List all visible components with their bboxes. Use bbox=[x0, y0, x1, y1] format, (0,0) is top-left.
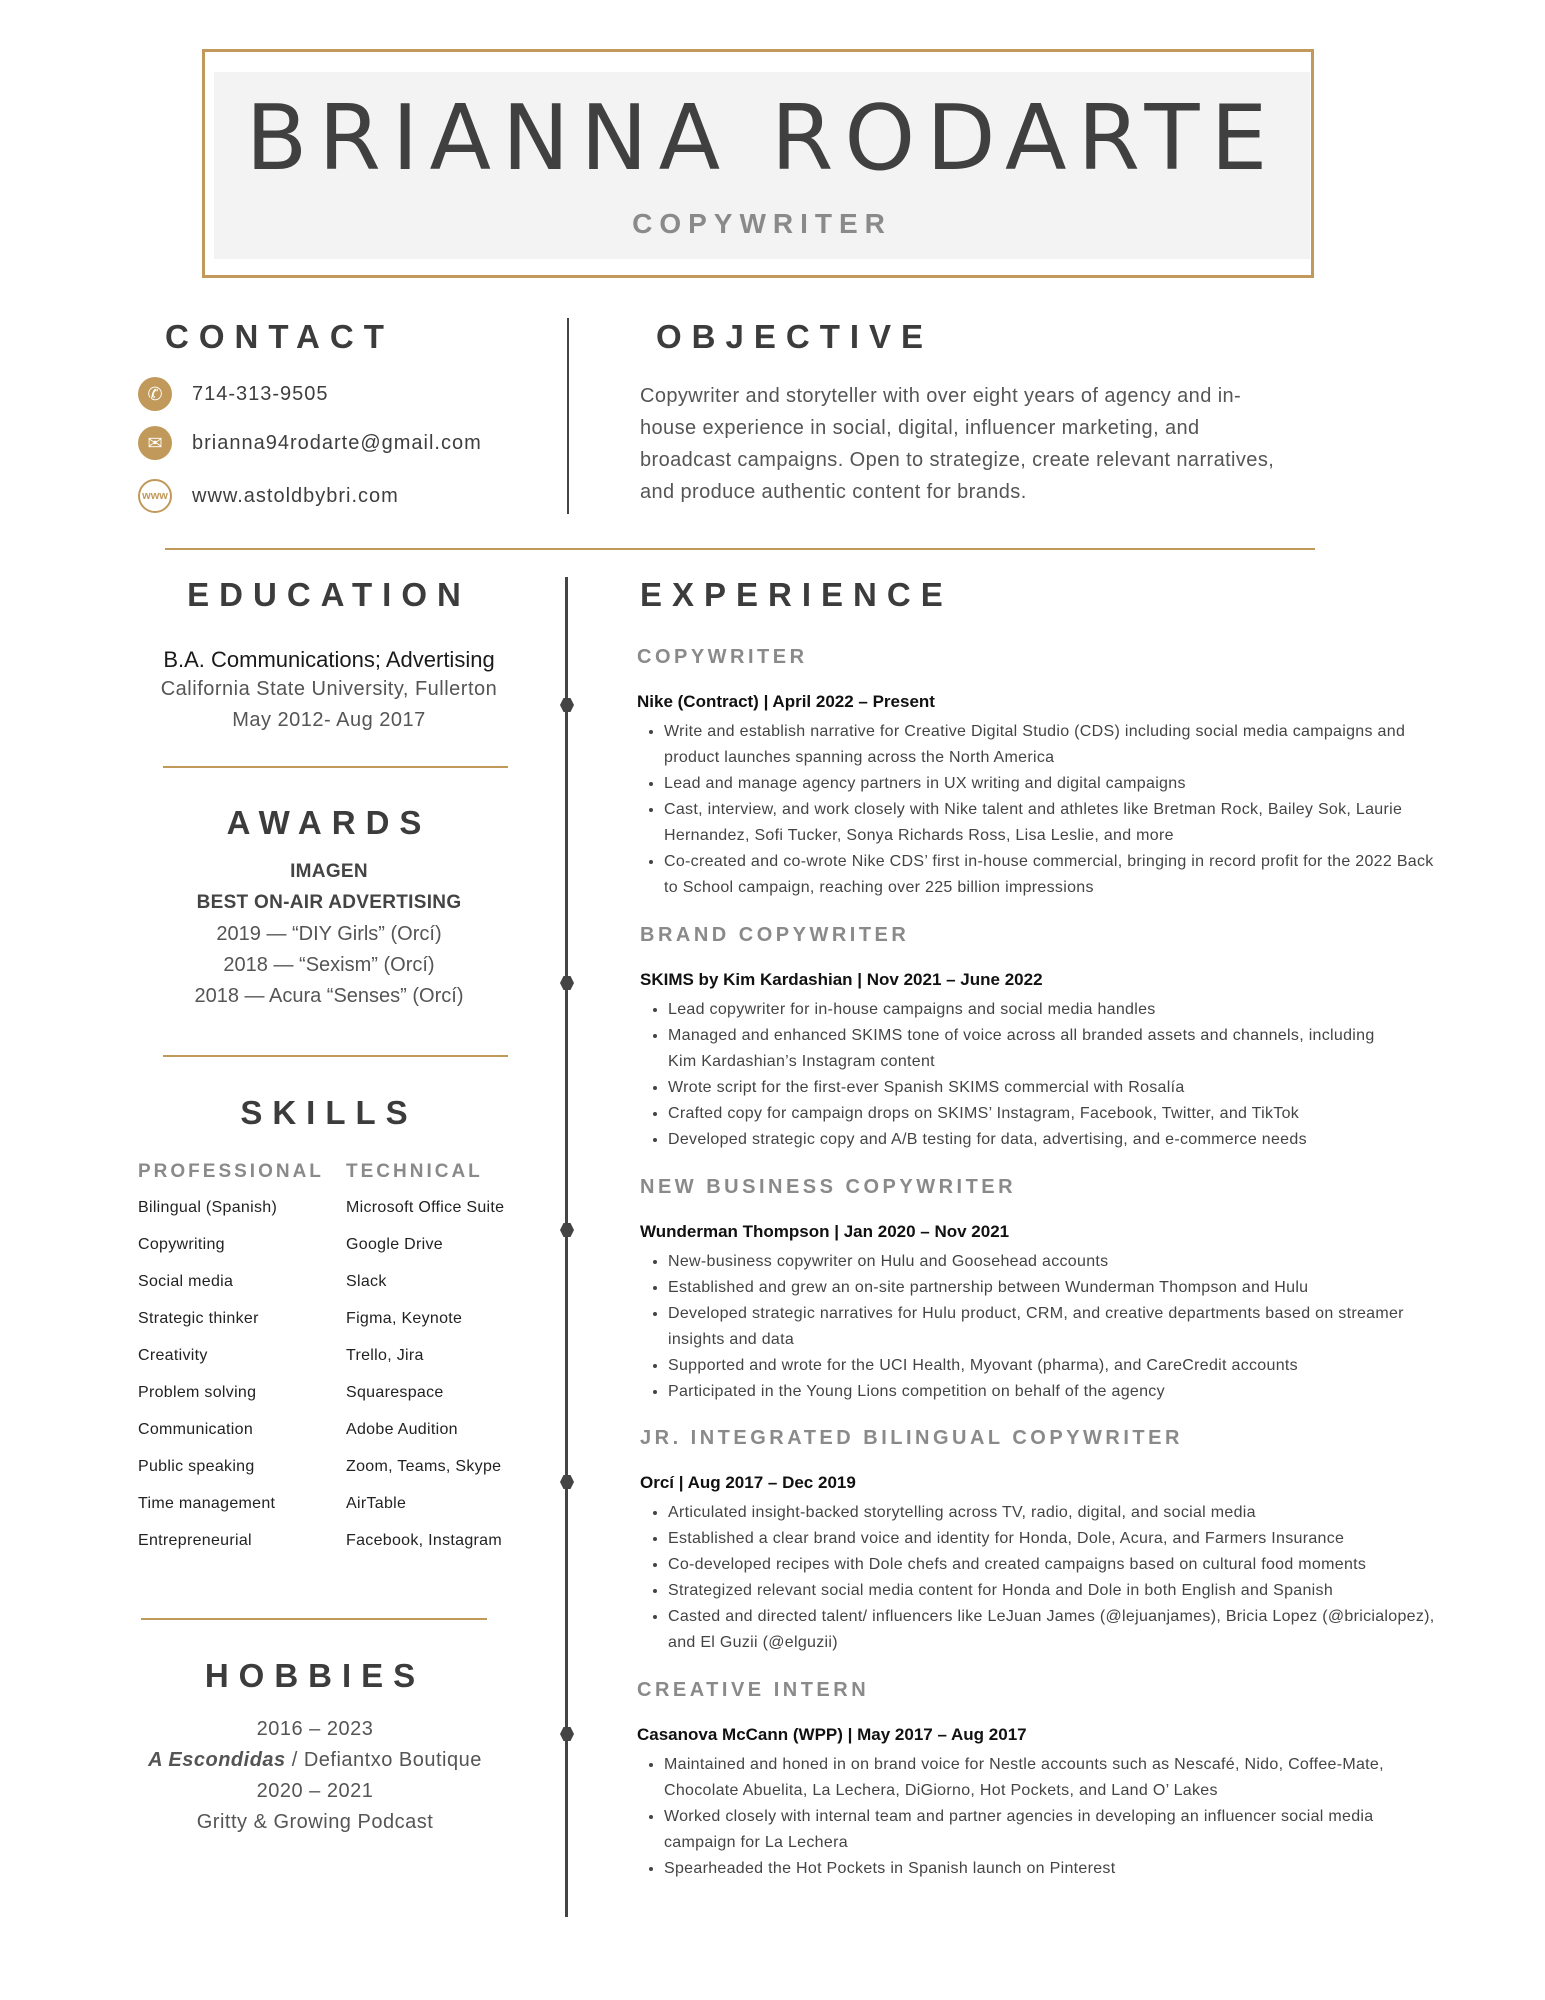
skills-divider bbox=[141, 1618, 487, 1620]
job-title: NEW BUSINESS COPYWRITER bbox=[640, 1176, 1017, 1198]
timeline-line bbox=[565, 577, 568, 1917]
skill-item: AirTable bbox=[346, 1495, 407, 1512]
skill-item: Figma, Keynote bbox=[346, 1310, 463, 1327]
contact-heading: CONTACT bbox=[165, 318, 394, 355]
skills-professional-list bbox=[138, 1199, 277, 1569]
skill-item: Microsoft Office Suite bbox=[346, 1199, 505, 1216]
job-bullet: • Wrote script for the first-ever Spanish SKIMS commercial with Rosalía bbox=[668, 1075, 1388, 1101]
skill-item: Zoom, Teams, Skype bbox=[346, 1458, 502, 1475]
objective-line: and produce authentic content for brands. bbox=[640, 481, 1027, 503]
skill-item: Trello, Jira bbox=[346, 1347, 424, 1364]
objective-line: broadcast campaigns. Open to strategize, create relevant narratives, bbox=[640, 449, 1275, 471]
skill-item: Google Drive bbox=[346, 1236, 443, 1253]
job-title: COPYWRITER bbox=[637, 646, 808, 668]
education-dates: May 2012- Aug 2017 bbox=[232, 709, 426, 731]
timeline-dot bbox=[560, 1475, 574, 1489]
skill-item: Problem solving bbox=[138, 1384, 257, 1401]
hobbies-heading: HOBBIES bbox=[204, 1657, 426, 1694]
job-bullet: • Co-developed recipes with Dole chefs and created campaigns based on cultural food moments bbox=[668, 1552, 1458, 1578]
skills-technical-heading: TECHNICAL bbox=[346, 1161, 483, 1182]
skill-item: Slack bbox=[346, 1273, 387, 1290]
skills-technical-list bbox=[346, 1199, 504, 1569]
skill-item: Public speaking bbox=[138, 1458, 255, 1475]
skill-item: Creativity bbox=[138, 1347, 208, 1364]
job-company: Wunderman Thompson | Jan 2020 – Nov 2021 bbox=[640, 1222, 1010, 1241]
skill-item: Adobe Audition bbox=[346, 1421, 458, 1438]
objective-line: Copywriter and storyteller with over eight years of agency and in- bbox=[640, 385, 1242, 407]
job-company: Orcí | Aug 2017 – Dec 2019 bbox=[640, 1473, 856, 1492]
objective-line: house experience in social, digital, influencer marketing, and bbox=[640, 417, 1200, 439]
phone-icon: ✆ bbox=[138, 377, 172, 411]
job-bullets bbox=[642, 1249, 1428, 1405]
mail-icon: ✉ bbox=[138, 426, 172, 460]
job-bullet: • Established a clear brand voice and identity for Honda, Dole, Acura, and Farmers Insurance bbox=[668, 1526, 1458, 1552]
job-bullet: • Co-created and co-wrote Nike CDS’ first in-house commercial, bringing in record profit for the 2022 Back to School campaign, reaching over 225 billion impressions bbox=[664, 849, 1444, 901]
hobby-dates: 2020 – 2021 bbox=[256, 1780, 374, 1802]
candidate-name: BRIANNA RODARTE bbox=[245, 86, 1279, 191]
skill-item: Copywriting bbox=[138, 1236, 225, 1253]
skill-item: Facebook, Instagram bbox=[346, 1532, 502, 1549]
degree: B.A. Communications; Advertising bbox=[163, 647, 495, 672]
school: California State University, Fullerton bbox=[160, 678, 498, 700]
skill-item: Social media bbox=[138, 1273, 234, 1290]
hobby-italic: A Escondidas bbox=[148, 1749, 286, 1771]
section-divider bbox=[165, 548, 1315, 550]
job-title: JR. INTEGRATED BILINGUAL COPYWRITER bbox=[640, 1427, 1183, 1449]
candidate-role: COPYWRITER bbox=[632, 208, 892, 239]
award-item: 2018 — “Sexism” (Orcí) bbox=[223, 954, 435, 976]
hobby-item bbox=[110, 1749, 520, 1772]
job-bullets bbox=[642, 997, 1388, 1153]
job-bullets bbox=[638, 1752, 1429, 1882]
job-bullet: • Developed strategic narratives for Hulu product, CRM, and creative departments based on streamer insights and data bbox=[668, 1301, 1428, 1353]
job-bullet: • Maintained and honed in on brand voice for Nestle accounts such as Nescafé, Nido, Coffee-Mate, Chocolate Abuelita, La Lechera, DiGiorno, Hot Pockets, and Land O’ Lakes bbox=[664, 1752, 1429, 1804]
job-bullet: • Worked closely with internal team and partner agencies in developing an influencer social media campaign for La Lechera bbox=[664, 1804, 1429, 1856]
phone-text: 714-313-9505 bbox=[192, 382, 329, 405]
objective-heading: OBJECTIVE bbox=[656, 318, 934, 355]
job-bullets bbox=[642, 1500, 1458, 1656]
email-link[interactable]: brianna94rodarte@gmail.com bbox=[192, 431, 482, 454]
job-company: Casanova McCann (WPP) | May 2017 – Aug 2017 bbox=[637, 1725, 1027, 1744]
job-bullet: • Crafted copy for campaign drops on SKIMS’ Instagram, Facebook, Twitter, and TikTok bbox=[668, 1101, 1388, 1127]
job-bullet: • Supported and wrote for the UCI Health, Myovant (pharma), and CareCredit accounts bbox=[668, 1353, 1428, 1379]
award-org: IMAGEN bbox=[290, 861, 368, 882]
job-bullet: • Casted and directed talent/ influencers like LeJuan James (@lejuanjames), Bricia Lopez (@bricialopez), and El Guzii (@elguzii) bbox=[668, 1604, 1458, 1656]
job-bullet: • Established and grew an on-site partnership between Wunderman Thompson and Hulu bbox=[668, 1275, 1428, 1301]
job-bullet: • Managed and enhanced SKIMS tone of voice across all branded assets and channels, including Kim Kardashian’s Instagram content bbox=[668, 1023, 1388, 1075]
skills-heading: SKILLS bbox=[240, 1094, 418, 1131]
award-item: 2018 — Acura “Senses” (Orcí) bbox=[194, 985, 464, 1007]
skill-item: Communication bbox=[138, 1421, 254, 1438]
awards-divider bbox=[163, 1055, 508, 1057]
contact-phone bbox=[138, 376, 329, 412]
job-company: SKIMS by Kim Kardashian | Nov 2021 – June 2022 bbox=[640, 970, 1043, 989]
timeline-dot bbox=[560, 698, 574, 712]
skill-item: Time management bbox=[138, 1495, 276, 1512]
experience-heading: EXPERIENCE bbox=[640, 576, 953, 613]
job-bullet: • Cast, interview, and work closely with Nike talent and athletes like Bretman Rock, Bailey Sok, Laurie Hernandez, Sofi Tucker, Sonya Richards Ross, Lisa Leslie, and more bbox=[664, 797, 1444, 849]
hobby-item: Gritty & Growing Podcast bbox=[196, 1811, 434, 1833]
job-title: BRAND COPYWRITER bbox=[640, 924, 910, 946]
skill-item: Squarespace bbox=[346, 1384, 444, 1401]
job-bullet: • Participated in the Young Lions competition on behalf of the agency bbox=[668, 1379, 1428, 1405]
timeline-dot bbox=[560, 1727, 574, 1741]
contact-website bbox=[138, 478, 399, 514]
skill-item: Bilingual (Spanish) bbox=[138, 1199, 278, 1216]
job-bullet: • New-business copywriter on Hulu and Goosehead accounts bbox=[668, 1249, 1428, 1275]
awards-heading: AWARDS bbox=[226, 804, 432, 841]
skills-professional-heading: PROFESSIONAL bbox=[138, 1161, 324, 1182]
hobby-dates: 2016 – 2023 bbox=[256, 1718, 374, 1740]
timeline-dot bbox=[560, 976, 574, 990]
www-icon: www bbox=[138, 479, 172, 513]
objective-text bbox=[640, 380, 1310, 508]
job-bullet: • Lead and manage agency partners in UX writing and digital campaigns bbox=[664, 771, 1444, 797]
job-bullet: • Strategized relevant social media content for Honda and Dole in both English and Spanish bbox=[668, 1578, 1458, 1604]
job-bullet: • Spearheaded the Hot Pockets in Spanish launch on Pinterest bbox=[664, 1856, 1429, 1882]
education-heading: EDUCATION bbox=[187, 576, 471, 613]
timeline-dot bbox=[560, 1223, 574, 1237]
award-item: 2019 — “DIY Girls” (Orcí) bbox=[216, 923, 442, 945]
contact-email bbox=[138, 425, 482, 461]
job-bullet: • Lead copywriter for in-house campaigns and social media handles bbox=[668, 997, 1388, 1023]
job-bullet: • Developed strategic copy and A/B testing for data, advertising, and e-commerce needs bbox=[668, 1127, 1388, 1153]
skill-item: Entrepreneurial bbox=[138, 1532, 252, 1549]
job-company: Nike (Contract) | April 2022 – Present bbox=[637, 692, 935, 711]
job-bullet: • Articulated insight-backed storytelling across TV, radio, digital, and social media bbox=[668, 1500, 1458, 1526]
job-bullets bbox=[638, 719, 1444, 901]
job-bullet: • Write and establish narrative for Creative Digital Studio (CDS) including social media campaigns and product launches spanning across the North America bbox=[664, 719, 1444, 771]
education-divider bbox=[163, 766, 508, 768]
skill-item: Strategic thinker bbox=[138, 1310, 259, 1327]
website-link[interactable]: www.astoldbybri.com bbox=[192, 484, 399, 507]
award-category: BEST ON-AIR ADVERTISING bbox=[196, 892, 462, 913]
header-column-divider bbox=[567, 318, 569, 514]
hobby-rest: / Defiantxo Boutique bbox=[285, 1749, 482, 1771]
job-title: CREATIVE INTERN bbox=[637, 1679, 870, 1701]
